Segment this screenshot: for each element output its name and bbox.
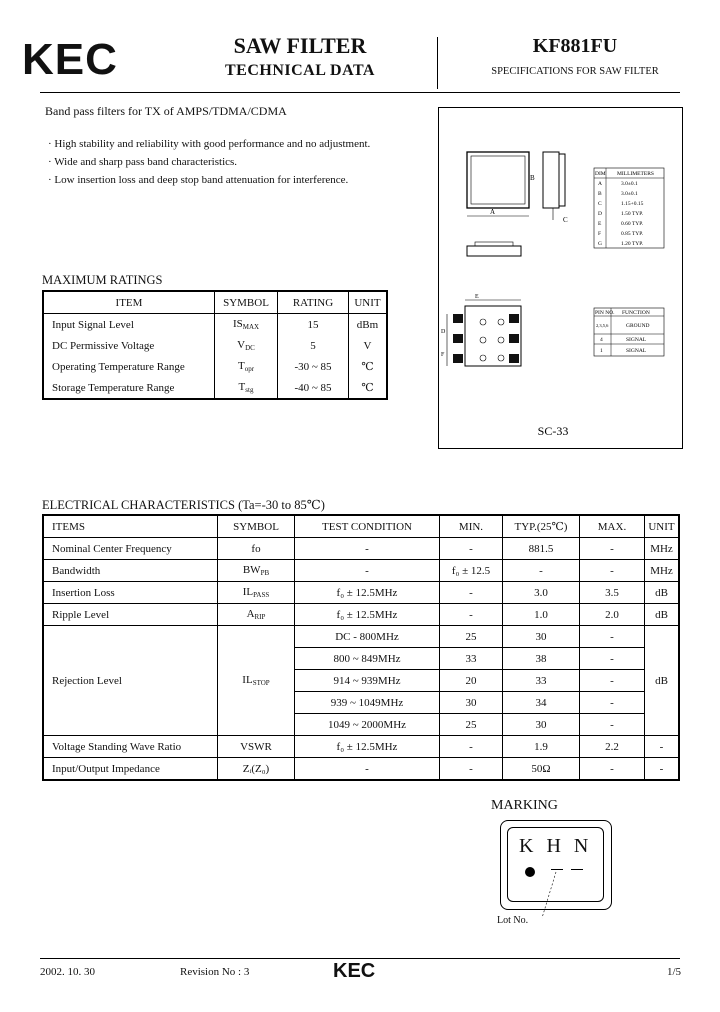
col-header: RATING <box>278 291 349 314</box>
table-row: Rejection Level $IL_{STOP}$ DC - 800MHz 25 30 - dB <box>43 626 679 648</box>
table-row: Input/Output Impedance Zᵢ(Z₀) - - 50Ω - - <box>43 758 679 781</box>
lot-dash <box>571 869 583 870</box>
dim-label-c: C <box>563 216 568 224</box>
feature-item: · High stability and reliability with good performance and no adjustment. <box>48 138 371 150</box>
marking-title: MARKING <box>491 798 558 813</box>
svg-text:F: F <box>441 352 445 358</box>
svg-text:DIM: DIM <box>595 171 606 177</box>
footer-date: 2002. 10. 30 <box>40 966 95 978</box>
table-row: Storage Temperature Range $T_{stg}$ -40 ~ 85 ℃ <box>43 377 387 399</box>
col-header: UNIT <box>349 291 388 314</box>
col-header: SYMBOL <box>218 515 295 538</box>
svg-text:E: E <box>598 221 602 227</box>
feature-item: · Low insertion loss and deep stop band attenuation for interference. <box>48 174 349 186</box>
header-rule <box>40 92 680 93</box>
part-description: SPECIFICATIONS FOR SAW FILTER <box>491 66 659 77</box>
doc-subtitle: TECHNICAL DATA <box>225 62 375 79</box>
svg-text:B: B <box>598 191 602 197</box>
svg-text:E: E <box>475 294 479 300</box>
svg-text:G: G <box>598 241 602 247</box>
table-row: Voltage Standing Wave Ratio VSWR f₀ ± 12.5MHz - 1.9 2.2 - <box>43 736 679 758</box>
footer-logo: KEC <box>333 960 376 982</box>
footer-rule <box>40 958 680 959</box>
max-ratings-title: MAXIMUM RATINGS <box>42 273 163 287</box>
col-header: UNIT <box>645 515 680 538</box>
col-header: MIN. <box>440 515 503 538</box>
table-row: DC Permissive Voltage $V_{DC}$ 5 V <box>43 335 387 356</box>
electrical-table <box>42 514 680 781</box>
svg-text:PIN NO.: PIN NO. <box>595 310 615 316</box>
lot-label: Lot No. <box>497 915 529 926</box>
svg-text:0.85 TYP.: 0.85 TYP. <box>621 231 644 237</box>
package-name: SC-33 <box>537 424 569 438</box>
max-ratings-table <box>42 290 388 400</box>
package-outline-svg <box>439 108 682 448</box>
svg-text:SIGNAL: SIGNAL <box>626 337 647 343</box>
svg-text:F: F <box>598 231 602 237</box>
package-drawing <box>438 107 683 449</box>
table-row: 914 ~ 939MHz 20 33 - <box>43 670 679 692</box>
svg-text:GROUND: GROUND <box>626 323 650 329</box>
dim-label-b: B <box>530 174 535 182</box>
svg-text:1.50 TYP.: 1.50 TYP. <box>621 211 644 217</box>
svg-text:2,3,5,6: 2,3,5,6 <box>596 323 609 328</box>
header-divider <box>437 37 438 89</box>
electrical-title: ELECTRICAL CHARACTERISTICS (Ta=-30 to 85℃) <box>42 498 325 512</box>
doc-title: SAW FILTER <box>233 33 367 58</box>
svg-text:FUNCTION: FUNCTION <box>622 310 650 316</box>
table-row: Insertion Loss $IL_{PASS}$ f₀ ± 12.5MHz - 3.0 3.5 dB <box>43 582 679 604</box>
svg-text:1.20 TYP.: 1.20 TYP. <box>621 241 644 247</box>
svg-text:D: D <box>598 211 602 217</box>
table-row: Input Signal Level $IS_{MAX}$ 15 dBm <box>43 314 387 336</box>
svg-text:4: 4 <box>600 337 603 343</box>
dimension-table <box>594 168 664 248</box>
svg-text:3.0±0.1: 3.0±0.1 <box>621 181 638 187</box>
table-row: Nominal Center Frequency fo - - 881.5 - MHz <box>43 538 679 560</box>
col-header: TYP.(25℃) <box>503 515 580 538</box>
table-row: Ripple Level $A_{RIP}$ f₀ ± 12.5MHz - 1.0 2.0 dB <box>43 604 679 626</box>
table-row: 800 ~ 849MHz 33 38 - <box>43 648 679 670</box>
col-header: ITEMS <box>43 515 218 538</box>
marking-code: K H N <box>519 835 593 857</box>
table-row: 939 ~ 1049MHz 30 34 - <box>43 692 679 714</box>
svg-text:A: A <box>598 181 602 187</box>
feature-item: · Wide and sharp pass band characteristics. <box>48 156 238 168</box>
dim-label-a: A <box>490 208 496 216</box>
svg-text:MILLIMETERS: MILLIMETERS <box>617 171 654 177</box>
pin-function-table <box>594 308 664 356</box>
kec-logo: KEC <box>22 35 118 84</box>
svg-text:SIGNAL: SIGNAL <box>626 348 647 354</box>
svg-text:D: D <box>441 329 446 335</box>
col-header: TEST CONDITION <box>295 515 440 538</box>
svg-text:C: C <box>598 201 602 207</box>
svg-text:3.0±0.1: 3.0±0.1 <box>621 191 638 197</box>
table-row: Operating Temperature Range $T_{opr}$ -30 ~ 85 ℃ <box>43 356 387 377</box>
svg-text:1.15+0.15: 1.15+0.15 <box>621 201 644 207</box>
intro-text: Band pass filters for TX of AMPS/TDMA/CDMA <box>45 104 287 118</box>
svg-text:0.60 TYP.: 0.60 TYP. <box>621 221 644 227</box>
part-number: KF881FU <box>532 35 618 57</box>
col-header: ITEM <box>43 291 215 314</box>
page-number: 1/5 <box>667 966 682 978</box>
table-row: 1049 ~ 2000MHz 25 30 - <box>43 714 679 736</box>
col-header: MAX. <box>580 515 645 538</box>
table-row: Bandwidth $BW_{PB}$ - f₀ ± 12.5 - - MHz <box>43 560 679 582</box>
footer-revision: Revision No : 3 <box>180 966 250 978</box>
lot-leader-arrow <box>520 870 570 920</box>
svg-text:1: 1 <box>600 348 603 354</box>
col-header: SYMBOL <box>215 291 278 314</box>
